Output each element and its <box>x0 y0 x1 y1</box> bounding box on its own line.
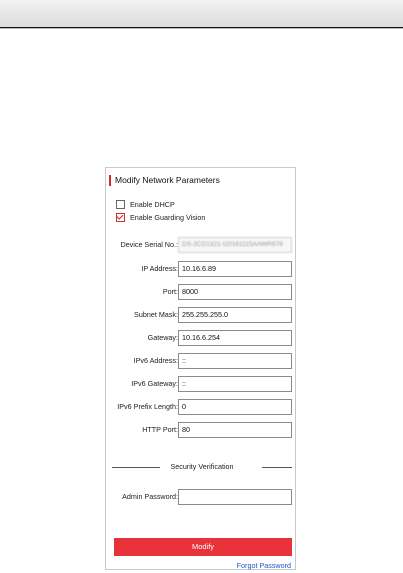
forgot-password-link[interactable]: Forgot Password <box>236 561 291 570</box>
gateway-row <box>106 330 297 346</box>
ipv6-gateway-label: IPv6 Gateway: <box>131 379 178 388</box>
modify-network-parameters-dialog <box>105 167 296 570</box>
device-serial-field: DS-2CD1321-I20161115AAWR678 <box>178 237 292 253</box>
header-divider <box>0 28 403 29</box>
http-port-input[interactable]: 80 <box>178 422 292 438</box>
dialog-title-row <box>109 174 220 186</box>
enable-guarding-vision-checkbox[interactable] <box>116 213 125 222</box>
admin-password-label: Admin Password: <box>122 492 178 501</box>
gateway-label: Gateway: <box>147 333 178 342</box>
ip-address-row <box>106 261 297 277</box>
ipv6-gateway-row <box>106 376 297 392</box>
ipv6-address-input[interactable]: :: <box>178 353 292 369</box>
port-input[interactable]: 8000 <box>178 284 292 300</box>
enable-dhcp-checkbox[interactable] <box>116 200 125 209</box>
gateway-input[interactable]: 10.16.6.254 <box>178 330 292 346</box>
ipv6-prefix-length-label: IPv6 Prefix Length: <box>117 402 178 411</box>
enable-dhcp-option[interactable] <box>116 200 175 209</box>
port-label: Port: <box>162 287 178 296</box>
ip-address-input[interactable]: 10.16.6.89 <box>178 261 292 277</box>
admin-password-input[interactable] <box>178 489 292 505</box>
http-port-label: HTTP Port: <box>142 425 178 434</box>
subnet-mask-row <box>106 307 297 323</box>
enable-dhcp-label: Enable DHCP <box>130 200 175 209</box>
enable-guarding-vision-option[interactable] <box>116 213 205 222</box>
ipv6-address-label: IPv6 Address: <box>133 356 178 365</box>
subnet-mask-input[interactable]: 255.255.255.0 <box>178 307 292 323</box>
port-row <box>106 284 297 300</box>
device-serial-label: Device Serial No.: <box>120 240 178 249</box>
ipv6-prefix-length-input[interactable]: 0 <box>178 399 292 415</box>
security-verification-label: Security Verification <box>170 462 234 471</box>
http-port-row <box>106 422 297 438</box>
admin-password-row <box>106 489 297 505</box>
device-serial-row <box>106 237 297 253</box>
dialog-title: Modify Network Parameters <box>115 175 220 185</box>
subnet-mask-label: Subnet Mask: <box>134 310 178 319</box>
modify-button[interactable]: Modify <box>114 538 292 556</box>
title-accent-bar <box>109 175 111 186</box>
ipv6-gateway-input[interactable]: :: <box>178 376 292 392</box>
ip-address-label: IP Address: <box>141 264 178 273</box>
ipv6-prefix-length-row <box>106 399 297 415</box>
security-verification-heading <box>112 462 292 472</box>
ipv6-address-row <box>106 353 297 369</box>
top-header-bar <box>0 0 403 28</box>
enable-guarding-vision-label: Enable Guarding Vision <box>130 213 206 222</box>
security-verification-divider <box>112 462 292 472</box>
